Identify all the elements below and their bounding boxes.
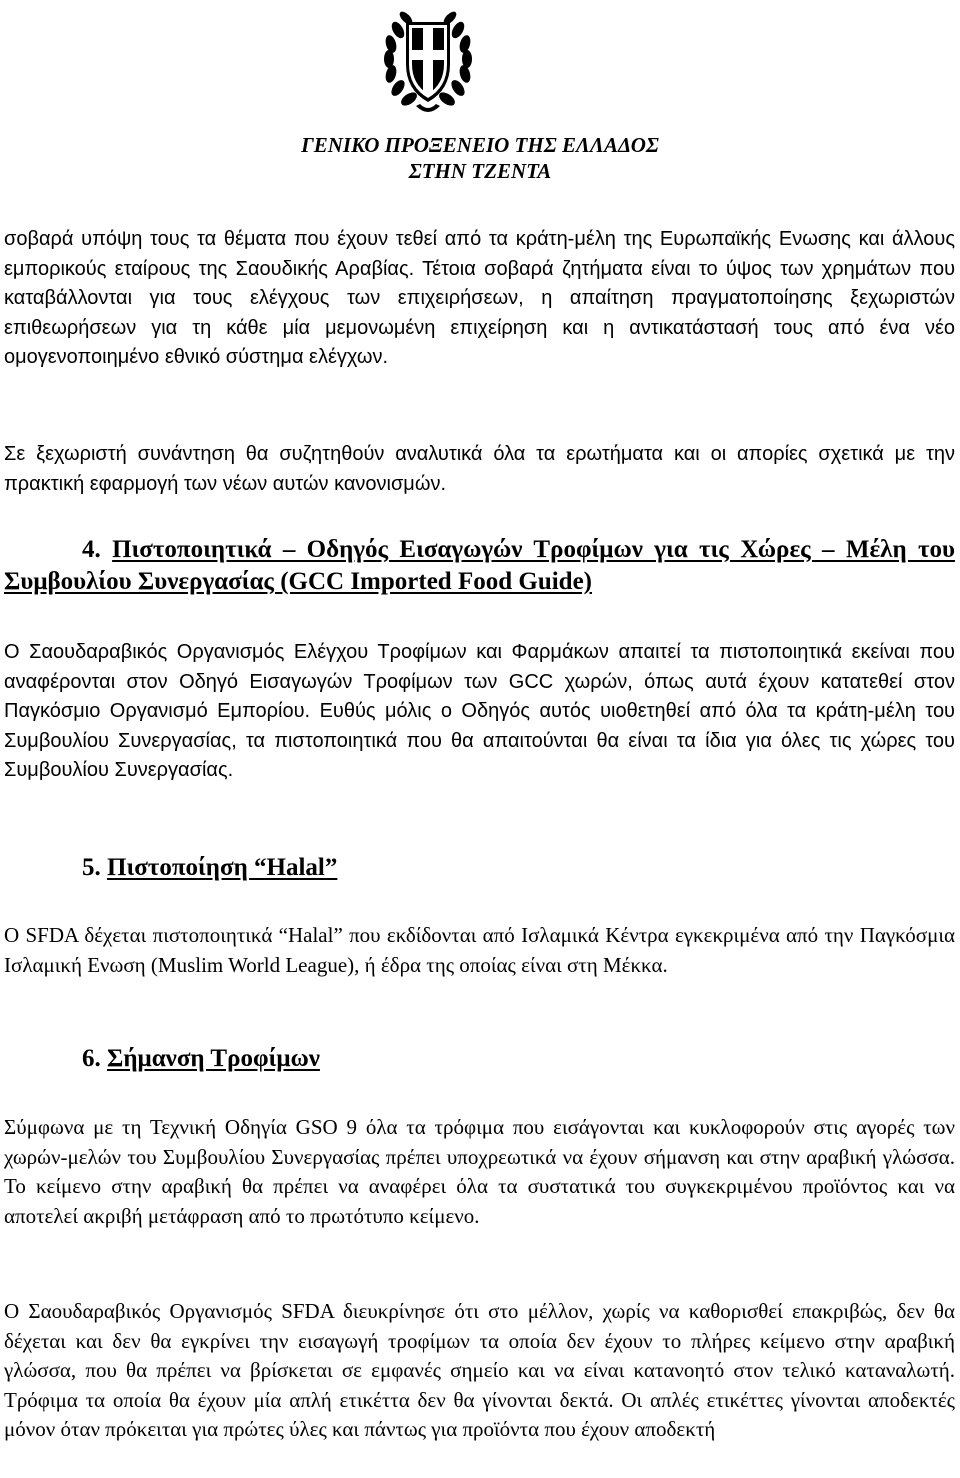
paragraph-meeting: Σε ξεχωριστή συνάντηση θα συζητηθούν αναλυτικά όλα τα ερωτήματα και οι απορίες σχετικά με την πρακτική εφαρμογή των νέων αυτών κανονισμών. — [4, 443, 955, 495]
greek-state-emblem-icon — [376, 0, 480, 122]
section-heading-labelling — [82, 1043, 320, 1075]
section-title: Πιστοποίηση “Halal” — [107, 854, 338, 881]
section-number: 4. — [82, 536, 101, 563]
section-heading-certificates — [4, 534, 955, 598]
paragraph-inspections: σοβαρά υπόψη τους τα θέματα που έχουν τεθεί από τα κράτη-μέλη της Ευρωπαϊκής Ενωσης και άλλους εμπορικούς εταίρους της Σαουδικής Αραβίας. Τέτοια σοβαρά ζητήματα είναι το ύψος των χρημάτων που καταβάλλονται για τους ελέγχους των επιχειρήσεων, η απαίτηση πραγματοποίησης ξεχωριστών επιθεωρήσεων για τη κάθε μία μεμονωμένη επιχείρηση και η αντικατάστασή τους από ένα νέο ομογενοποιημένο εθνικό σύστημα ελέγχων. — [4, 228, 955, 369]
paragraph-gcc-guide: Ο Σαουδαραβικός Οργανισμός Ελέγχου Τροφίμων και Φαρμάκων απαιτεί τα πιστοποιητικά εκείναι που αναφέρονται στον Οδηγό Εισαγωγών Τροφίμων των GCC χωρών, όπως αυτά έχουν κατατεθεί στον Παγκόσμιο Οργανισμό Εμπορίου. Ευθύς μόλις ο Οδηγός αυτός υιοθετηθεί από όλα τα κράτη-μέλη του Συμβουλίου Συνεργασίας, τα πιστοποιητικά που θα απαιτούνται θα είναι τα ίδια για όλες τις χώρες του Συμβουλίου Συνεργασίας. — [4, 641, 955, 782]
paragraph-halal: Ο SFDA δέχεται πιστοποιητικά “Halal” που εκδίδονται από Ισλαμικά Κέντρα εγκεκριμένα από την Παγκόσμια Ισλαμική Ενωση (Muslim World League), ή έδρα της οποίας είναι στη Μέκκα. — [4, 923, 955, 977]
consulate-city: ΣΤΗΝ ΤΖΕΝΤΑ — [408, 159, 552, 183]
paragraph-gso9: Σύμφωνα με τη Τεχνική Οδηγία GSO 9 όλα τα τρόφιμα που εισάγονται και κυκλοφορούν στις αγορές των χωρών-μελών του Συμβουλίου Συνεργασίας πρέπει υποχρεωτικά να έχουν σήμανση και στην αραβική γλώσσα. Το κείμενο στην αραβική θα πρέπει να αναφέρει όλα τα συστατικά του συγκεκριμένου προϊόντος και να αποτελεί ακριβή μετάφραση από το πρωτότυπο κείμενο. — [4, 1115, 955, 1228]
consulate-name: ΓΕΝΙΚΟ ΠΡΟΞΕΝΕΙΟ ΤΗΣ ΕΛΛΑΔΟΣ — [301, 133, 659, 157]
section-title: Σήμανση Τροφίμων — [107, 1045, 320, 1072]
section-number: 6. — [82, 1045, 101, 1072]
paragraph-sfda-labels: Ο Σαουδαραβικός Οργανισμός SFDA διευκρίνησε ότι στο μέλλον, χωρίς να καθορισθεί επακριβώς, δεν θα δέχεται και δεν θα εγκρίνει την εισαγωγή τροφίμων τα οποία δεν έχουν το πλήρες κείμενο στην αραβική γλώσσα, που θα πρέπει να βρίσκεται σε εμφανές σημείο και να είναι κατανοητό στον τελικό καταναλωτή. Τρόφιμα τα οποία θα έχουν μία απλή ετικέττα δεν θα γίνονται δεκτά. Οι απλές ετικέττες γίνονται αποδεκτές μόνον όταν πρόκειται για πρώτες ύλες και πάντως για προϊόντα που έχουν αποδεκτή — [4, 1299, 955, 1442]
section-heading-halal — [82, 852, 337, 884]
section-number: 5. — [82, 854, 101, 881]
section-title: Πιστοποιητικά – Οδηγός Εισαγωγών Τροφίμων για τις Χώρες – Μέλη του Συμβουλίου Συνεργασίας (GCC Imported Food Guide) — [4, 536, 955, 595]
